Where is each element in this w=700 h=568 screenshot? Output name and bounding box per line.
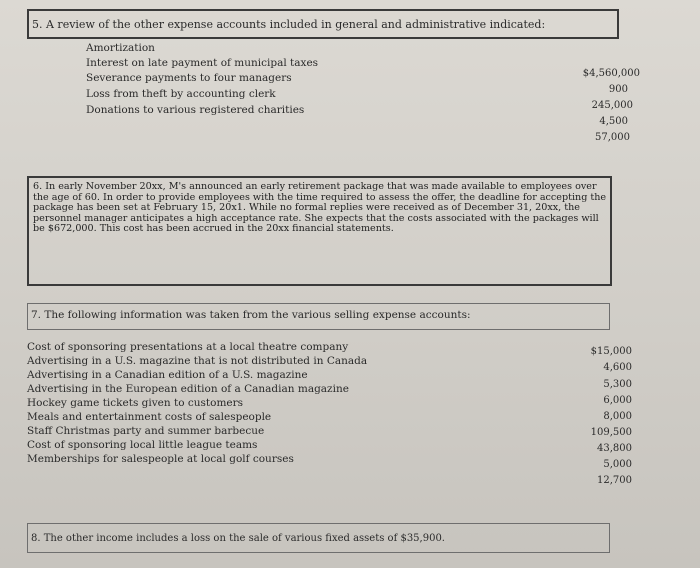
section7-amount-1: 4,600	[603, 362, 632, 373]
section7-amount-0: $15,000	[590, 346, 632, 357]
section7-amount-6: 43,800	[597, 443, 632, 454]
section7-label-0: Cost of sponsoring presentations at a local theatre company	[27, 341, 349, 353]
section7-label-5: Meals and entertainment costs of salespeople	[27, 411, 272, 423]
section5-amount-4: 57,000	[595, 132, 630, 143]
section7-amount-5: 109,500	[590, 427, 632, 438]
section5-amount-0: $4,560,000	[582, 68, 640, 79]
section7-label-2: Advertising in a Canadian edition of a U.S. magazine	[27, 369, 308, 381]
section5-label-3: Loss from theft by accounting clerk	[86, 88, 276, 100]
section7-header: 7. The following information was taken from the various selling expense accounts:	[31, 309, 471, 321]
section7-amount-8: 12,700	[597, 475, 632, 486]
section6-box	[27, 176, 612, 286]
section5-label-4: Donations to various registered charities	[86, 104, 305, 116]
section5-header-box	[27, 9, 619, 39]
section5-amount-3: 4,500	[599, 116, 628, 127]
section7-label-7: Cost of sponsoring local little league teams	[27, 439, 258, 451]
section7-header-box	[27, 303, 610, 330]
section5-amount-2: 245,000	[591, 100, 633, 111]
section7-amount-4: 8,000	[603, 411, 632, 422]
section7-amount-3: 6,000	[603, 395, 632, 406]
section7-amount-2: 5,300	[603, 379, 632, 390]
section5-label-2: Severance payments to four managers	[86, 72, 292, 84]
section7-label-6: Staff Christmas party and summer barbecue	[27, 425, 265, 437]
section5-header: 5. A review of the other expense accounts included in general and administrative indicated:	[32, 18, 546, 31]
section8-box	[27, 523, 610, 553]
section8-text: 8. The other income includes a loss on the sale of various fixed assets of $35,900.	[31, 533, 445, 544]
section7-label-8: Memberships for salespeople at local golf courses	[27, 453, 294, 465]
section5-label-0: Amortization	[86, 42, 155, 54]
section7-amount-7: 5,000	[603, 459, 632, 470]
section7-label-3: Advertising in the European edition of a Canadian magazine	[27, 383, 349, 395]
section5-amount-1: 900	[608, 84, 628, 95]
section7-label-1: Advertising in a U.S. magazine that is not distributed in Canada	[27, 355, 368, 367]
section5-label-1: Interest on late payment of municipal taxes	[86, 57, 319, 69]
section6-text: 6. In early November 20xx, M's announced an early retirement package that was made available to employees over the age of 60. In order to provide employees with the time required to assess the offer, the deadline for accepting the package has been set at February 15, 20x1. While no formal replies were received as of December 31, 20xx, the personnel manager anticipates a high acceptance rate. She expects that the costs associated with the packages will be $672,000. This cost has been accrued in the 20xx financial statements.	[33, 181, 607, 235]
section7-label-4: Hockey game tickets given to customers	[27, 397, 244, 409]
